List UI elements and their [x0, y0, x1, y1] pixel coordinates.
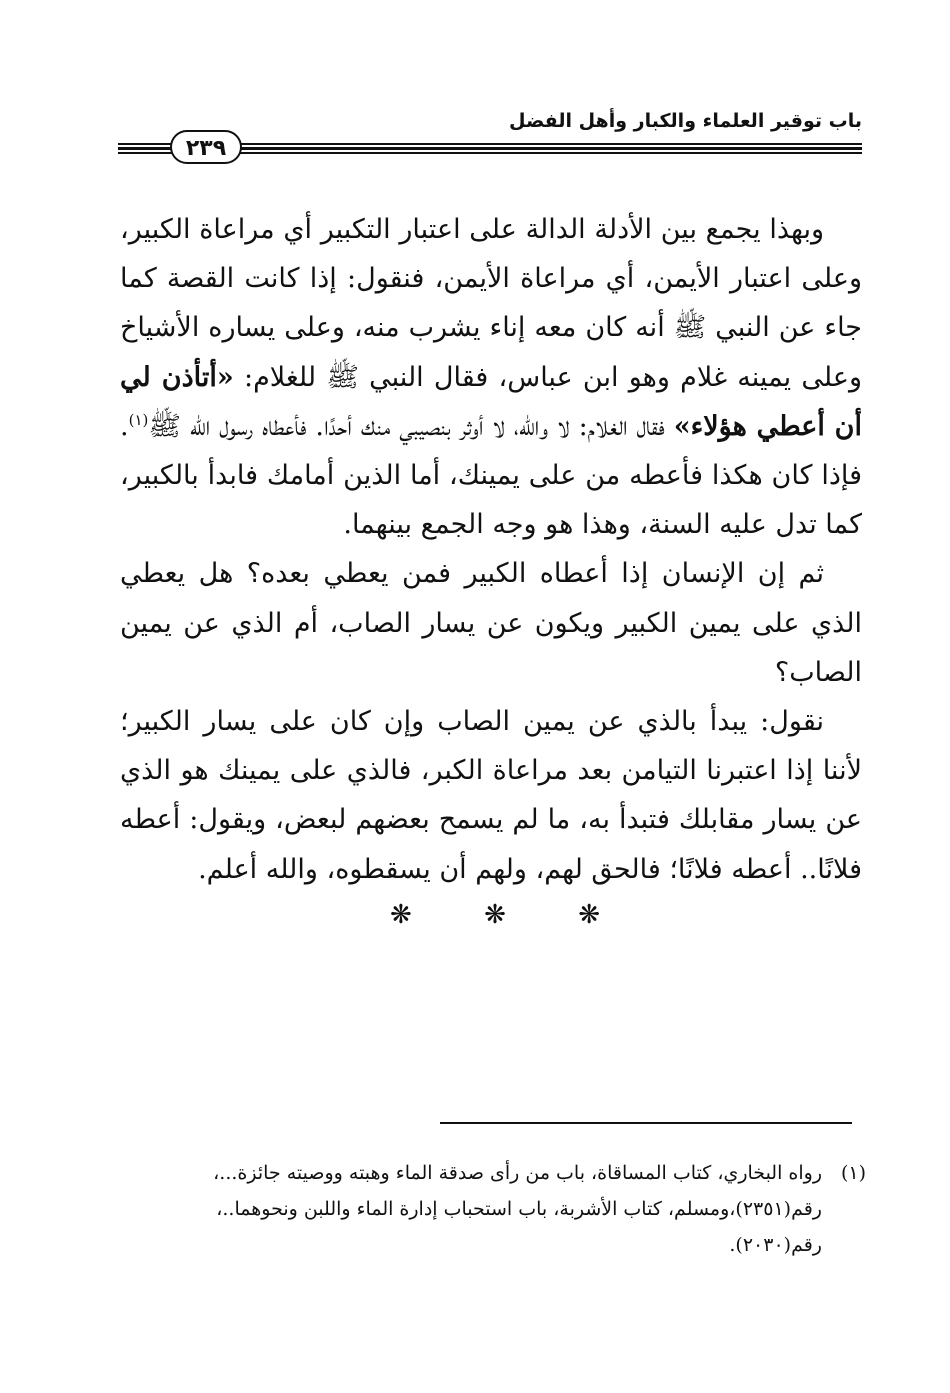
separator-star-icon: ❋: [484, 900, 506, 930]
footnote-item: [120, 1155, 866, 1263]
paragraph-3: نقول: يبدأ بالذي عن يمين الصاب وإن كان على يسار الكبير؛ لأننا إذا اعتبرنا التيامن بعد مراعاة الكبر، فالذي على يمينك هو الذي عن يسار مقابلك فتبدأ به، ما لم يسمح بعضهم لبعض، ويقول: أعطه فلانًا.. أعطه فلانًا؛ فالحق لهم، ولهم أن يسقطوه، والله أعلم.: [120, 706, 862, 885]
paragraph-1-part-a: وبهذا يجمع بين الأدلة الدالة على اعتبار التكبير أي مراعاة الكبير، وعلى اعتبار الأيمن، أي مراعاة الأيمن، فنقول: إذا كانت القصة كما جاء عن النبي ﷺ أنه كان معه إناء يشرب منه، وعلى يساره الأشياخ وعلى يمينه غلام وهو ابن عباس، فقال النبي ﷺ للغلام:: [120, 214, 863, 393]
section-separator: [390, 900, 600, 930]
footnote-divider: [440, 1122, 852, 1124]
separator-star-icon: ❋: [390, 900, 412, 930]
page-number-badge: ٢٣٩: [170, 130, 242, 164]
footnotes: [120, 1155, 866, 1263]
paragraph-2: ثم إن الإنسان إذا أعطاه الكبير فمن يعطي بعده؟ هل يعطي الذي على يمين الكبير ويكون عن يسار الصاب، أم الذي عن يمين الصاب؟: [120, 558, 862, 688]
footnote-text: رواه البخاري، كتاب المساقاة، باب من رأى صدقة الماء وهبته ووصيته جائزة...، رقم(٢٣٥١)،ومسلم، كتاب الأشربة، باب استحباب إدارة الماء واللبن ونحوهما..، رقم(٢٠٣٠).: [213, 1162, 822, 1256]
paragraph-1-part-c: . فإذا كان هكذا فأعطه من على يمينك، أما الذين أمامك فابدأ بالكبير، كما تدل عليه السنة، وهذا هو وجه الجمع بينهما.: [120, 410, 862, 541]
paragraph-1-part-b: فقال الغلام: لا والله، لا أوثر بنصيبي منك أحدًا. فأعطاه رسول الله ﷺ: [148, 410, 665, 442]
footnote-reference[interactable]: (١): [128, 410, 149, 429]
main-text: [120, 205, 862, 894]
footnote-marker: (١): [840, 1162, 866, 1184]
running-header-title: باب توقير العلماء والكبار وأهل الفضل: [508, 110, 862, 132]
separator-star-icon: ❋: [578, 900, 600, 930]
paragraph-1: [120, 205, 862, 549]
hadith-quote: «أتأذن لي أن أعطي هؤلاء»: [120, 361, 862, 442]
